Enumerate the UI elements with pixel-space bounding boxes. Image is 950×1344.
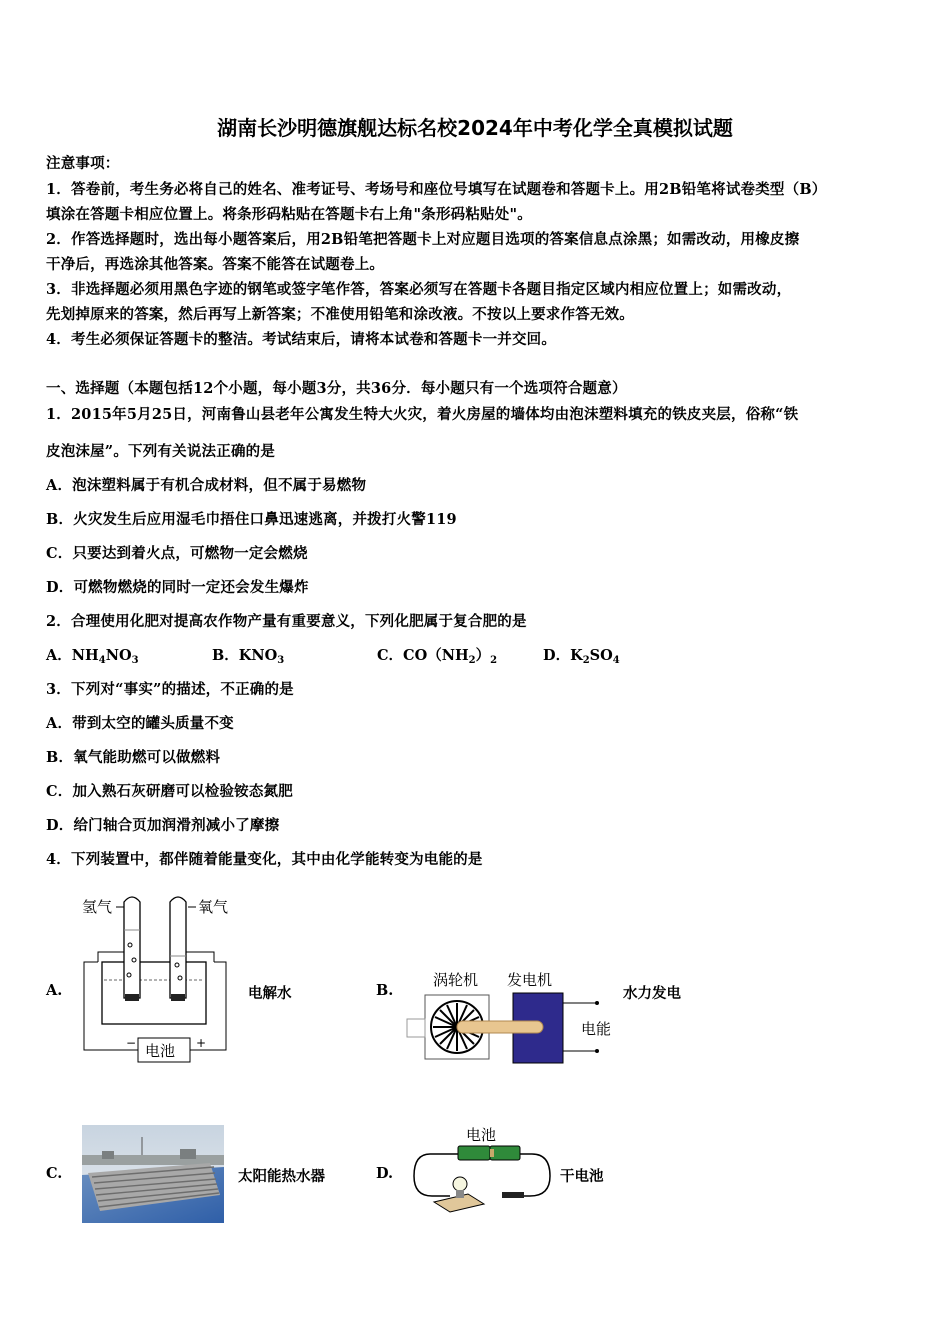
q2-option-b: B．$KNO_3$ — [212, 647, 285, 666]
dry-cell-battery-label: 电池 — [466, 1126, 497, 1144]
notice-line: 2．作答选择题时，选出每小题答案后，用2B铅笔把答题卡上对应题目选项的答案信息点涂黑；如需改动，用橡皮擦 — [46, 231, 800, 248]
q2-option-c: C．$CO(NH_2)_2$ — [377, 647, 498, 666]
q2-option-a: A．$NH_4NO_3$ — [46, 647, 139, 666]
q4-stem: 4．下列装置中，都伴随着能量变化，其中由化学能转变为电能的是 — [46, 851, 483, 868]
minus-sign: − — [126, 1036, 137, 1050]
hydrogen-label: 氢气 — [82, 898, 113, 916]
oxygen-label: 氧气 — [198, 898, 229, 916]
q1-stem-cont: 皮泡沫屋”。下列有关说法正确的是 — [46, 443, 276, 460]
notice-line: 先划掉原来的答案，然后再写上新答案；不准使用铅笔和涂改液。不按以上要求作答无效。 — [46, 306, 634, 323]
energy-label: 电能 — [581, 1020, 612, 1038]
q4-option-c-label: C. — [46, 1165, 63, 1182]
generator-label: 发电机 — [507, 971, 553, 989]
plus-sign: + — [196, 1036, 207, 1050]
q3-option-a: A．带到太空的罐头质量不变 — [46, 715, 234, 732]
battery-label: 电池 — [145, 1042, 176, 1060]
q4-option-a-label: A. — [46, 982, 63, 999]
q4-option-d-text: 干电池 — [560, 1168, 604, 1185]
q4-option-a-text: 电解水 — [248, 985, 292, 1002]
q3-stem: 3．下列对“事实”的描述，不正确的是 — [46, 681, 294, 698]
turbine-label: 涡轮机 — [433, 971, 479, 989]
notice-line: 填涂在答题卡相应位置上。将条形码粘贴在答题卡右上角"条形码粘贴处"。 — [46, 206, 532, 223]
q3-option-b: B．氧气能助燃可以做燃料 — [46, 749, 221, 766]
notice-line: 3．非选择题必须用黑色字迹的钢笔或签字笔作答，答案必须写在答题卡各题目指定区域内相应位置上；如需改动， — [46, 281, 792, 298]
notice-line: 1．答卷前，考生务必将自己的姓名、准考证号、考场号和座位号填写在试题卷和答题卡上。用2B铅笔将试卷类型（B） — [46, 181, 827, 198]
electrolysis-diagram — [80, 890, 240, 1070]
q1-option-c: C．只要达到着火点，可燃物一定会燃烧 — [46, 545, 308, 562]
dry-cell-circuit — [410, 1120, 555, 1218]
q2-stem: 2．合理使用化肥对提高农作物产量有重要意义，下列化肥属于复合肥的是 — [46, 613, 527, 630]
q3-option-c: C．加入熟石灰研磨可以检验铵态氮肥 — [46, 783, 293, 800]
q1-option-a: A．泡沫塑料属于有机合成材料，但不属于易燃物 — [46, 477, 367, 494]
q1-option-d: D．可燃物燃烧的同时一定还会发生爆炸 — [46, 579, 309, 596]
notice-heading: 注意事项： — [46, 155, 120, 172]
q3-option-d: D．给门轴合页加润滑剂减小了摩擦 — [46, 817, 280, 834]
q4-option-d-label: D. — [376, 1165, 394, 1182]
notice-line: 4．考生必须保证答题卡的整洁。考试结束后，请将本试卷和答题卡一并交回。 — [46, 331, 557, 348]
section-heading: 一、选择题（本题包括12个小题，每小题3分，共36分．每小题只有一个选项符合题意） — [46, 380, 627, 397]
hydropower-diagram — [405, 965, 620, 1070]
q1-option-b: B．火灾发生后应用湿毛巾捂住口鼻迅速逃离，并拨打火警119 — [46, 511, 457, 528]
solar-heater-photo — [82, 1125, 224, 1223]
q1-stem: 1．2015年5月25日，河南鲁山县老年公寓发生特大火灾，着火房屋的墙体均由泡沫塑料填充的铁皮夹层，俗称“铁 — [46, 406, 799, 423]
q4-option-b-label: B. — [376, 982, 394, 999]
notice-line: 干净后，再选涂其他答案。答案不能答在试题卷上。 — [46, 256, 385, 273]
q2-option-d: D．$K_2SO_4$ — [543, 647, 620, 666]
q4-option-b-text: 水力发电 — [623, 985, 681, 1002]
q4-option-c-text: 太阳能热水器 — [238, 1168, 325, 1185]
page-title: 湖南长沙明德旗舰达标名校2024年中考化学全真模拟试题 — [217, 116, 733, 140]
